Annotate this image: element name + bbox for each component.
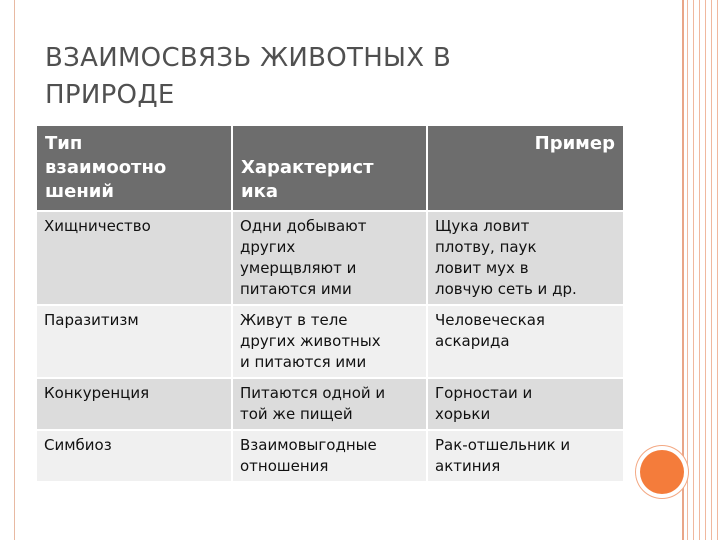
table-row bbox=[37, 378, 623, 430]
cell-type bbox=[37, 378, 232, 430]
header-characteristic bbox=[232, 126, 427, 211]
cell-example bbox=[427, 211, 623, 305]
cell-example bbox=[427, 305, 623, 378]
cell-line: Одни добывают bbox=[240, 217, 367, 235]
orange-circle-decoration bbox=[640, 450, 684, 494]
striped-border-decoration bbox=[684, 0, 720, 540]
cell-line: Горностаи и bbox=[435, 384, 533, 402]
cell-type bbox=[37, 305, 232, 378]
cell-line: отношения bbox=[240, 457, 329, 475]
cell-characteristic bbox=[232, 430, 427, 482]
header-example bbox=[427, 126, 623, 211]
slide-title bbox=[45, 40, 605, 114]
cell-type bbox=[37, 430, 232, 482]
cell-type bbox=[37, 211, 232, 305]
cell-line: Хищничество bbox=[44, 217, 151, 235]
cell-line: Взаимовыгодные bbox=[240, 436, 377, 454]
cell-characteristic bbox=[232, 305, 427, 378]
cell-line: той же пищей bbox=[240, 405, 353, 423]
header-type bbox=[37, 126, 232, 211]
cell-line: Питаются одной и bbox=[240, 384, 386, 402]
header-type-line: взаимоотно bbox=[45, 157, 167, 178]
cell-line: Щука ловит bbox=[435, 217, 530, 235]
cell-line: плотву, паук bbox=[435, 238, 537, 256]
cell-line: актиния bbox=[435, 457, 501, 475]
cell-line: Живут в теле bbox=[240, 311, 348, 329]
cell-line: ловчую сеть и др. bbox=[435, 280, 577, 298]
header-char-line: ика bbox=[241, 181, 278, 202]
cell-line: Человеческая bbox=[435, 311, 545, 329]
table-header-row bbox=[37, 126, 623, 211]
cell-characteristic bbox=[232, 378, 427, 430]
cell-line: Рак-отшельник и bbox=[435, 436, 571, 454]
table-row bbox=[37, 430, 623, 482]
cell-line: умерщвляют и bbox=[240, 259, 357, 277]
table-row bbox=[37, 211, 623, 305]
header-type-line: шений bbox=[45, 181, 114, 202]
cell-line: Паразитизм bbox=[44, 311, 139, 329]
cell-line: Конкуренция bbox=[44, 384, 150, 402]
cell-line: аскарида bbox=[435, 332, 510, 350]
header-char-line: Характерист bbox=[241, 157, 374, 178]
cell-example bbox=[427, 378, 623, 430]
cell-line: Симбиоз bbox=[44, 436, 112, 454]
cell-example bbox=[427, 430, 623, 482]
slide-title-line-1: ВЗАИМОСВЯЗЬ ЖИВОТНЫХ В bbox=[45, 43, 452, 73]
cell-line: питаются ими bbox=[240, 280, 352, 298]
header-type-line: Тип bbox=[45, 133, 83, 154]
table-row bbox=[37, 305, 623, 378]
slide-title-line-2: ПРИРОДЕ bbox=[45, 80, 175, 110]
cell-line: других животных bbox=[240, 332, 381, 350]
cell-line: хорьки bbox=[435, 405, 491, 423]
header-example-line: Пример bbox=[534, 133, 615, 154]
cell-line: и питаются ими bbox=[240, 353, 367, 371]
relationships-table bbox=[37, 126, 623, 483]
cell-line: ловит мух в bbox=[435, 259, 529, 277]
cell-characteristic bbox=[232, 211, 427, 305]
cell-line: других bbox=[240, 238, 296, 256]
